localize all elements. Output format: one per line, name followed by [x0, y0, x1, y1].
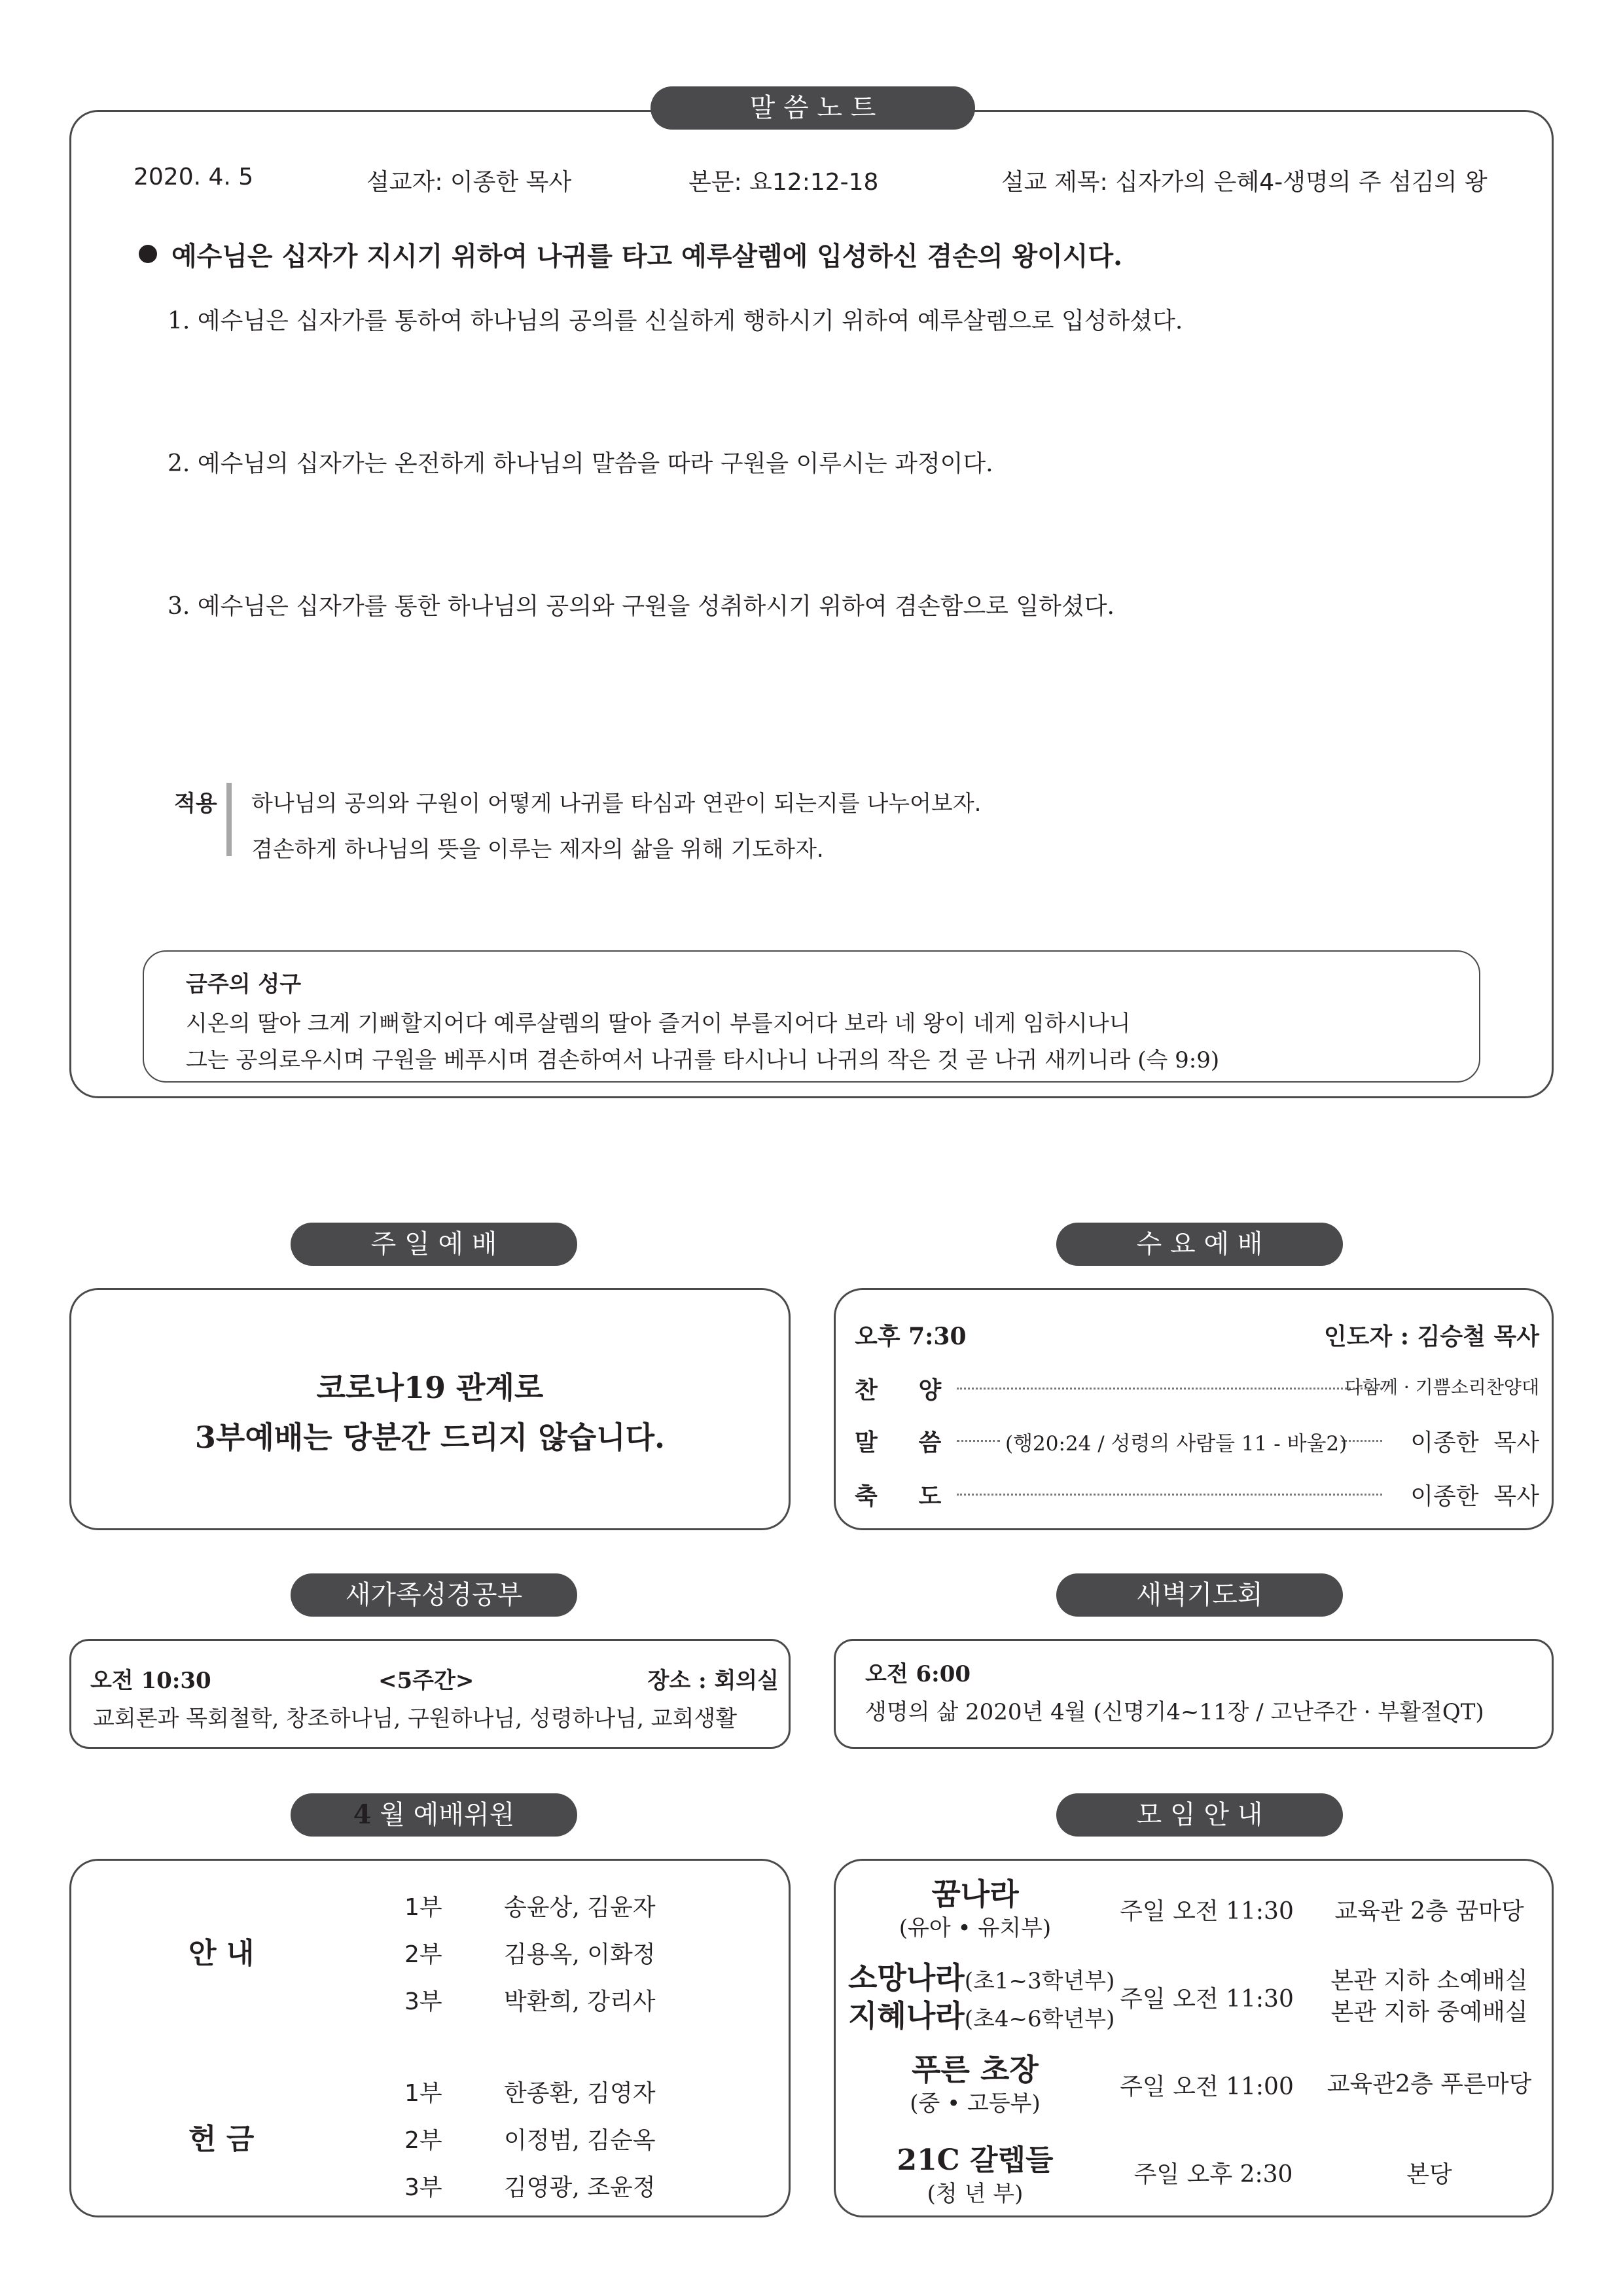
meeting-caleb-place: 본당 [1406, 2161, 1452, 2188]
meeting-somang-name: 소망나라(초1~3학년부) [848, 1960, 1115, 1996]
meeting-pureun-time: 주일 오전 11:00 [1120, 2073, 1294, 2100]
family-study-duration: <5주간> [378, 1668, 474, 1694]
bullet-icon [139, 245, 157, 263]
ushers-part-1: 1부 [404, 1894, 442, 1921]
sermon-point-2: 2. 예수님의 십자가는 온전하게 하나님의 말씀을 따라 구원을 이루시는 과정이다. [168, 450, 993, 477]
wednesday-row-benediction-leader [957, 1494, 1382, 1496]
wednesday-leader: 인도자 : 김승철 목사 [1323, 1323, 1539, 1350]
sermon-main-point: 예수님은 십자가 지시기 위하여 나귀를 타고 예루살렘에 입성하신 겸손의 왕이시다. [171, 241, 1123, 272]
meeting-kkumnara-time: 주일 오전 11:30 [1120, 1898, 1294, 1925]
sermon-date: 2020. 4. 5 [134, 164, 254, 190]
application-divider [226, 783, 232, 856]
offering-part-2: 2부 [404, 2127, 442, 2154]
wednesday-time: 오후 7:30 [855, 1323, 967, 1350]
family-study-topics: 교회론과 목회철학, 창조하나님, 구원하나님, 성령하나님, 교회생활 [93, 1706, 738, 1732]
meeting-pureun-sub: (중 • 고등부) [910, 2090, 1041, 2117]
wednesday-row-sermon-label: 말 씀 [855, 1429, 942, 1456]
offering-names-3: 김영광, 조윤정 [504, 2174, 656, 2201]
sermon-title: 설교 제목: 십자가의 은혜4-생명의 주 섬김의 왕 [1001, 169, 1488, 196]
ushers-names-1: 송윤상, 김윤자 [504, 1894, 656, 1921]
application-line-1: 하나님의 공의와 구원이 어떻게 나귀를 타심과 연관이 되는지를 나누어보자. [251, 791, 982, 817]
meeting-jihye-place: 본관 지하 중예배실 [1330, 1999, 1528, 2026]
verse-label: 금주의 성구 [186, 971, 302, 997]
meeting-caleb-name: 21C 갈렙들 [897, 2144, 1054, 2177]
wednesday-row-sermon-leader-2 [1342, 1440, 1382, 1442]
ushers-part-2: 2부 [404, 1941, 442, 1968]
ushers-part-3: 3부 [404, 1988, 442, 2015]
meeting-somang-place: 본관 지하 소예배실 [1330, 1967, 1528, 1994]
sermon-note-title: 말 씀 노 트 [651, 86, 975, 130]
application-line-2: 겸손하게 하나님의 뜻을 이루는 제자의 삶을 위해 기도하자. [251, 836, 824, 863]
wednesday-row-hymn-leader [957, 1388, 1382, 1390]
offering-label: 헌 금 [188, 2123, 255, 2156]
wednesday-row-hymn-label: 찬 양 [855, 1376, 942, 1404]
meeting-kkumnara-sub: (유아 • 유치부) [899, 1915, 1052, 1941]
wednesday-row-hymn-value: 다함께 · 기쁨소리찬양대 [1344, 1376, 1539, 1398]
verse-line-1: 시온의 딸아 크게 기뻐할지어다 예루살렘의 딸아 즐거이 부를지어다 보라 네 왕이 네게 임하시나니 [186, 1011, 1131, 1037]
offering-names-1: 한종환, 김영자 [504, 2080, 656, 2107]
wednesday-row-benediction-value: 이종한 목사 [1410, 1483, 1539, 1510]
meeting-caleb-sub: (청 년 부) [927, 2181, 1024, 2207]
meeting-pureun-place: 교육관2층 푸른마당 [1327, 2071, 1532, 2098]
family-study-time: 오전 10:30 [90, 1668, 211, 1694]
sermon-scripture: 본문: 요12:12-18 [688, 169, 879, 196]
sermon-preacher: 설교자: 이종한 목사 [366, 169, 572, 196]
sermon-point-3: 3. 예수님은 십자가를 통한 하나님의 공의와 구원을 성취하시기 위하여 겸손함으로 일하셨다. [168, 593, 1115, 620]
sunday-notice-line-2: 3부예배는 당분간 드리지 않습니다. [194, 1420, 666, 1455]
dawn-prayer-title: 새벽기도회 [1056, 1573, 1343, 1617]
family-study-place: 장소 : 회의실 [647, 1668, 779, 1694]
offering-part-3: 3부 [404, 2174, 442, 2201]
meeting-caleb-time: 주일 오후 2:30 [1133, 2161, 1293, 2188]
sermon-point-1: 1. 예수님은 십자가를 통하여 하나님의 공의를 신실하게 행하시기 위하여 예루살렘으로 입성하셨다. [168, 308, 1183, 334]
wednesday-row-sermon-leader-1 [957, 1440, 1000, 1442]
offering-names-2: 이정범, 김순옥 [504, 2127, 656, 2154]
sunday-worship-title: 주 일 예 배 [291, 1223, 577, 1266]
meeting-kkumnara-place: 교육관 2층 꿈마당 [1334, 1898, 1524, 1925]
sunday-worship-box [69, 1288, 791, 1530]
dawn-prayer-time: 오전 6:00 [865, 1661, 971, 1687]
wednesday-row-benediction-label: 축 도 [855, 1482, 942, 1510]
wednesday-worship-title: 수 요 예 배 [1056, 1223, 1343, 1266]
meeting-pureun-name: 푸른 초장 [912, 2052, 1039, 2087]
meeting-jihye-name: 지혜나라(초4~6학년부) [848, 1998, 1115, 2034]
wednesday-row-sermon-middle: (행20:24 / 성령의 사람들 11 - 바울2) [1005, 1432, 1347, 1456]
meeting-kkumnara-name: 꿈나라 [931, 1876, 1019, 1912]
ushers-names-2: 김용옥, 이화정 [504, 1941, 656, 1968]
worship-staff-title: 4 월 예배위원 [291, 1793, 577, 1837]
ushers-label: 안 내 [188, 1937, 255, 1970]
ushers-names-3: 박환희, 강리사 [504, 1988, 656, 2015]
application-label: 적용 [174, 791, 217, 817]
sunday-notice-line-1: 코로나19 관계로 [316, 1370, 544, 1405]
meeting-somang-time: 주일 오전 11:30 [1120, 1986, 1294, 2013]
meetings-title: 모 임 안 내 [1056, 1793, 1343, 1837]
wednesday-row-sermon-value: 이종한 목사 [1410, 1429, 1539, 1456]
offering-part-1: 1부 [404, 2080, 442, 2107]
family-study-title: 새가족성경공부 [291, 1573, 577, 1617]
verse-line-2: 그는 공의로우시며 구원을 베푸시며 겸손하여서 나귀를 타시나니 나귀의 작은 것 곧 나귀 새끼니라 (슥 9:9) [186, 1047, 1220, 1073]
dawn-prayer-desc: 생명의 삶 2020년 4월 (신명기4~11장 / 고난주간 · 부활절QT) [865, 1699, 1484, 1725]
